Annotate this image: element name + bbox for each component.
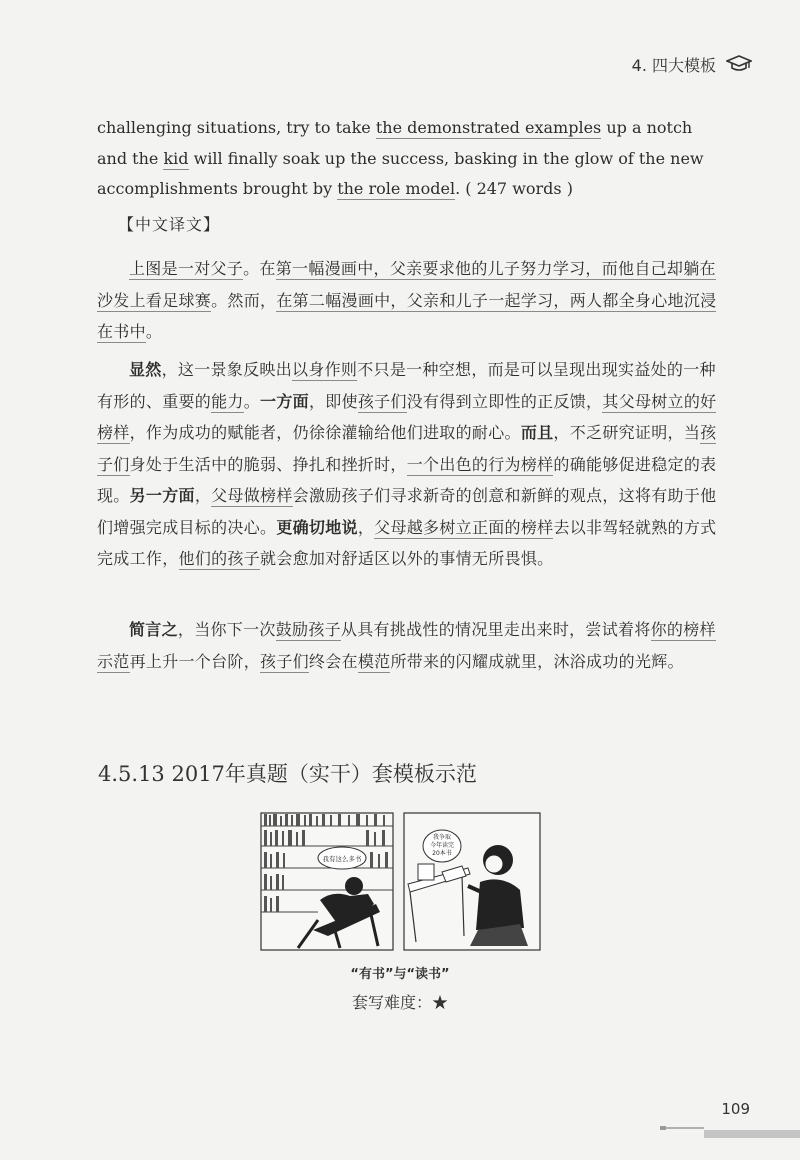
text-run: 身处于生活中的脆弱、挣扎和挫折时， bbox=[129, 454, 407, 474]
text-run: ，不乏研究证明，当 bbox=[553, 423, 701, 442]
text-run: challenging situations, try to take bbox=[97, 118, 376, 137]
comic-illustration bbox=[258, 812, 542, 952]
text-run: ，当你下一次 bbox=[177, 620, 276, 639]
header-section-title: 4. 四大模板 bbox=[631, 55, 716, 75]
page-number: 109 bbox=[721, 1100, 750, 1118]
underlined-phrase: 孩子们 bbox=[260, 651, 309, 671]
text-run: . ( 247 words ) bbox=[455, 179, 573, 198]
underlined-phrase: 一个出色的行为榜样 bbox=[406, 454, 554, 474]
text-run: 就会愈加对舒适区以外的事情无所畏惧。 bbox=[260, 549, 554, 568]
difficulty-label: 套写难度： bbox=[351, 993, 432, 1012]
text-run: 的确能够促进稳定的表现。 bbox=[97, 454, 717, 505]
text-run: ，这一景象反映出 bbox=[161, 360, 293, 379]
bold-connector: 显然 bbox=[129, 360, 162, 379]
running-header bbox=[632, 52, 752, 76]
underlined-phrase: 模范 bbox=[357, 651, 391, 671]
text-run: 会激励孩子们寻求新奇的创意和新鲜的观点，这将有助于他们增强完成目标的决心。 bbox=[97, 486, 717, 537]
underlined-phrase: kid bbox=[163, 148, 189, 168]
translation-paragraph-1 bbox=[97, 253, 717, 348]
underlined-phrase: 他们的孩子 bbox=[178, 549, 261, 568]
figure-caption: “有书”与“读书” bbox=[350, 967, 450, 982]
bold-connector: 另一方面 bbox=[129, 486, 195, 505]
text-run: 去以非驾轻就熟的方式完成工作， bbox=[97, 517, 717, 568]
translation-paragraph-2 bbox=[97, 354, 717, 575]
comic-panel-2 bbox=[404, 813, 540, 950]
text-run: ，作为成功的赋能者，仍徐徐灌输给他们进取的耐心。 bbox=[129, 423, 521, 442]
bold-connector: 简言之 bbox=[129, 620, 178, 639]
underlined-phrase: 以身作则 bbox=[292, 360, 358, 379]
underlined-phrase: 上图是一对父子 bbox=[129, 259, 244, 278]
panel2-speech-text-2: 今年读完 bbox=[429, 842, 455, 849]
text-run: 。 bbox=[243, 391, 261, 411]
bold-connector: 一方面 bbox=[260, 391, 309, 411]
text-run: will finally soak up the success, basking in the glow of the new accomplishments brought by bbox=[97, 148, 704, 198]
panel2-speech-text-3: 20本书 bbox=[432, 850, 452, 857]
underlined-phrase: 父母做榜样 bbox=[211, 486, 293, 505]
bold-connector: 更确切地说 bbox=[276, 517, 358, 537]
translation-paragraph-3 bbox=[97, 614, 717, 677]
underlined-phrase: 第一幅漫画中，父亲要求他的儿子努力学习，而他自己却躺在沙发上看足球赛 bbox=[97, 259, 716, 310]
text-run: 从具有挑战性的情况里走出来时，尝试着将 bbox=[340, 620, 651, 639]
difficulty-rating bbox=[0, 990, 800, 1013]
text-run: ， bbox=[194, 486, 212, 505]
underlined-phrase: 其父母树立的好榜样 bbox=[97, 391, 717, 442]
underlined-phrase: 父母越多树立正面的榜样 bbox=[374, 517, 554, 537]
english-paragraph bbox=[97, 113, 717, 205]
comic-panel-1 bbox=[261, 813, 393, 950]
footer-decoration-bar bbox=[660, 1124, 800, 1138]
text-run: 。 bbox=[145, 322, 163, 341]
panel1-speech-text: 我有这么多书 bbox=[322, 855, 362, 863]
underlined-phrase: 在第二幅漫画中，父亲和儿子一起学习，两人都全身心地沉浸在书中 bbox=[97, 290, 717, 341]
underlined-phrase: 鼓励孩子 bbox=[275, 620, 341, 639]
text-run: 。然而， bbox=[211, 290, 277, 310]
underlined-phrase: the demonstrated examples bbox=[375, 118, 602, 137]
underlined-phrase: the role model bbox=[337, 179, 456, 198]
text-run: 再上升一个台阶， bbox=[129, 651, 261, 671]
text-run: ，即使 bbox=[308, 391, 358, 411]
bold-connector: 而且 bbox=[520, 423, 554, 442]
underlined-phrase: 孩子们 bbox=[97, 423, 717, 474]
text-run: 。在 bbox=[243, 259, 276, 278]
english-passage bbox=[97, 113, 717, 205]
underlined-phrase: 你的榜样示范 bbox=[97, 620, 716, 671]
star-icon: ★ bbox=[432, 993, 449, 1012]
panel2-speech-text-1: 我争取 bbox=[432, 834, 452, 841]
text-run: 所带来的闪耀成就里，沐浴成功的光辉。 bbox=[390, 651, 684, 671]
text-run: up a notch and the bbox=[97, 118, 693, 168]
text-run: 终会在 bbox=[308, 651, 358, 671]
underlined-phrase: 孩子们 bbox=[357, 391, 407, 411]
text-run: 不只是一种空想，而是可以呈现出现实益处的一种有形的、重要的 bbox=[97, 360, 716, 411]
translation-heading: 【中文译文】 bbox=[118, 215, 221, 234]
section-title: 4.5.13 2017年真题（实干）套模板示范 bbox=[98, 762, 477, 786]
underlined-phrase: 能力 bbox=[211, 391, 244, 411]
text-run: 没有得到立即性的正反馈， bbox=[406, 391, 603, 411]
text-run: ， bbox=[357, 517, 375, 537]
graduation-cap-icon bbox=[726, 54, 752, 74]
